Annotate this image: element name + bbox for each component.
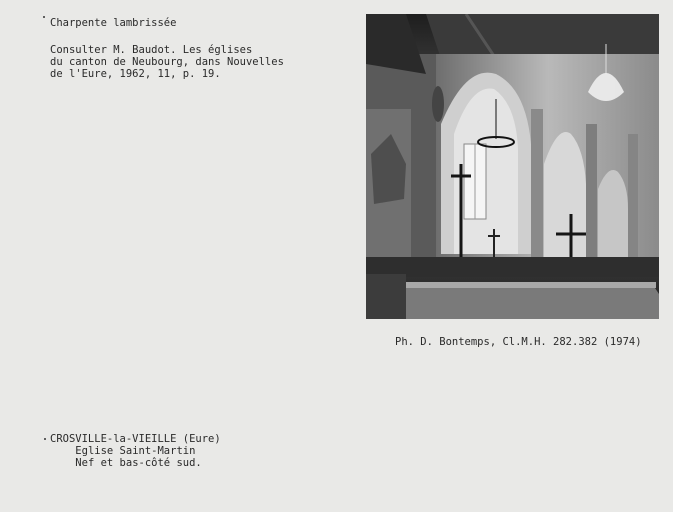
reference-line-2: du canton de Neubourg, dans Nouvelles <box>50 56 284 68</box>
card-heading: Charpente lambrissée <box>50 17 177 29</box>
bibliographic-reference <box>50 44 284 80</box>
location-line-3: Nef et bas-côté sud. <box>75 457 202 469</box>
church-interior-photo <box>366 14 659 319</box>
location-line-2: Eglise Saint-Martin <box>75 445 196 457</box>
reference-line-1: Consulter M. Baudot. Les églises <box>50 44 253 56</box>
reference-line-3: de l'Eure, 1962, 11, p. 19. <box>50 68 221 80</box>
bullet-mark-heading <box>43 16 45 18</box>
bullet-mark-location <box>44 438 46 440</box>
location-block <box>50 433 221 469</box>
photo-credit: Ph. D. Bontemps, Cl.M.H. 282.382 (1974) <box>395 336 642 348</box>
location-line-1: CROSVILLE-la-VIEILLE (Eure) <box>50 433 221 445</box>
